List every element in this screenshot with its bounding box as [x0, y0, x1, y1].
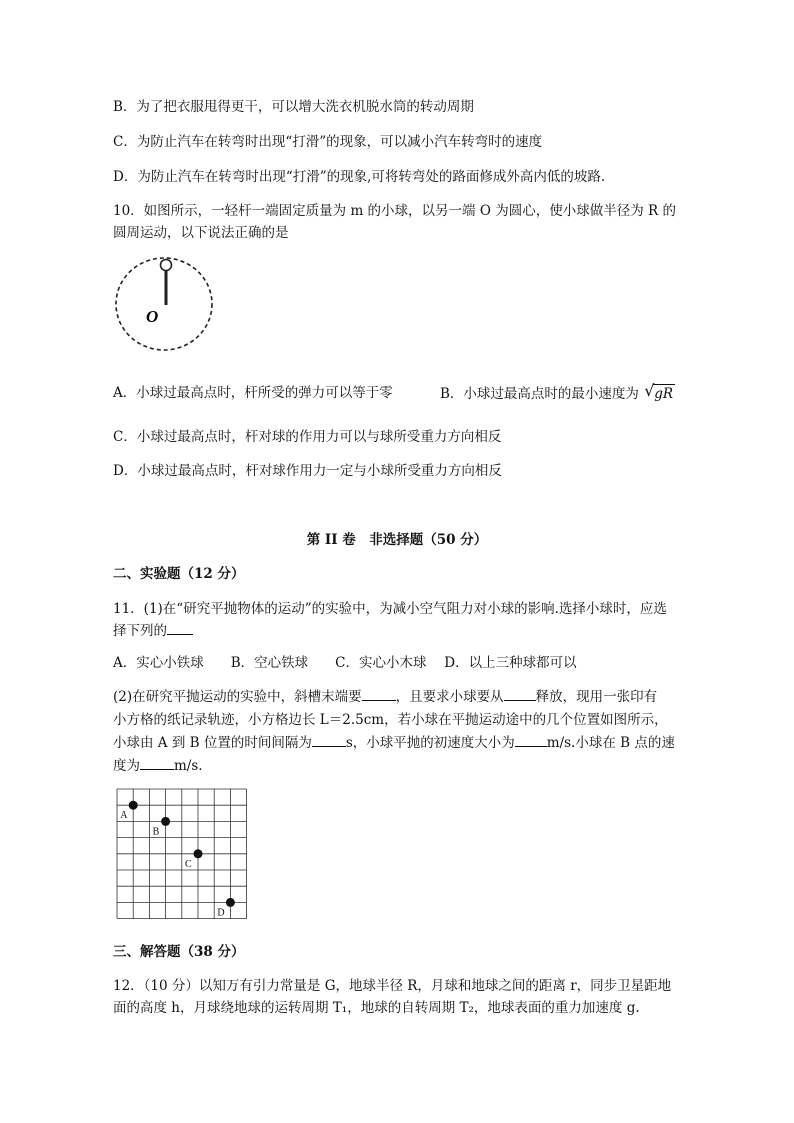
rod-circle-figure — [113, 255, 223, 355]
ball-label-a: A — [120, 810, 128, 822]
q12-line2: 面的高度 h，月球绕地球的运转周期 T₁，地球的自转周期 T₂，地球表面的重力加速度 g. — [113, 1000, 640, 1016]
center-o-label: O — [146, 307, 159, 326]
q9-option-d: D．为防止汽车在转弯时出现“打滑”的现象,可将转弯处的路面修成外高内低的坡路. — [113, 169, 606, 185]
answer-blank — [167, 622, 193, 635]
ball-label-d: D — [217, 907, 225, 919]
q9-option-b: B．为了把衣服甩得更干，可以增大洗衣机脱水筒的转动周期 — [113, 99, 474, 115]
q11-p2-line3 — [113, 734, 675, 752]
section2-title: 二、实验题（12 分） — [113, 566, 245, 582]
q11-p2-line3-c: m/s.小球在 B 点的速 — [546, 735, 675, 751]
q11-p2-line3-a: 小球由 A 到 B 位置的时间间隔为 — [113, 735, 312, 751]
q10-stem-line1: 10．如图所示，一轻杆一端固定质量为 m 的小球，以另一端 O 为圆心，使小球做半径为 R 的 — [113, 203, 676, 219]
answer-blank — [504, 688, 536, 701]
answer-blank — [312, 734, 346, 747]
section3-title: 三、解答题（38 分） — [113, 944, 245, 960]
q11-p2-line2: 小方格的纸记录轨迹，小方格边长 L＝2.5cm，若小球在平抛运动途中的几个位置如图所示， — [113, 712, 668, 728]
q10-stem-line2: 圆周运动，以下说法正确的是 — [113, 225, 289, 241]
answer-blank — [140, 757, 174, 770]
q10-option-c: C．小球过最高点时，杆对球的作用力可以与球所受重力方向相反 — [113, 429, 502, 445]
ball-position-d — [226, 898, 235, 907]
q11-p2-line1-c: 释放，现用一张印有 — [535, 689, 658, 705]
ball-circle — [161, 260, 172, 271]
answer-blank — [515, 734, 547, 747]
q11-p2-line4-a: 度为 — [113, 758, 140, 774]
answer-blank — [362, 688, 396, 701]
part2-title: 第 II 卷 非选择题（50 分） — [306, 532, 488, 548]
q12-line1: 12．（10 分）以知万有引力常量是 G，地球半径 R，月球和地球之间的距离 r，同步卫星距地 — [113, 978, 672, 994]
trajectory-grid-figure — [116, 788, 250, 922]
q11-choices: A．实心小铁球 B．空心铁球 C．实心小木球 D．以上三种球都可以 — [113, 655, 577, 671]
ball-position-c — [194, 849, 203, 858]
q11-p1-line2-text: 择下列的 — [113, 623, 167, 639]
ball-label-b: B — [152, 826, 160, 838]
ball-position-a — [129, 801, 138, 810]
q10-option-b — [440, 381, 675, 403]
q11-p2-line3-b: s，小球平抛的初速度大小为 — [345, 735, 515, 751]
q11-p2-line4 — [113, 757, 203, 775]
sqrt-expression: √ gR — [644, 381, 674, 402]
q11-p2-line1-b: ，且要求小球要从 — [395, 689, 504, 705]
q10-option-d: D．小球过最高点时，杆对球作用力一定与小球所受重力方向相反 — [113, 463, 502, 479]
q11-p2-line1 — [113, 688, 657, 706]
q11-p2-line1-a: (2)在研究平抛运动的实验中，斜槽末端要 — [113, 689, 362, 705]
ball-label-c: C — [185, 858, 192, 870]
q10-option-b-text: B．小球过最高点时的最小速度为 — [440, 386, 639, 402]
q11-p1-line1: 11．(1)在“研究平抛物体的运动”的实验中，为减小空气阻力对小球的影响.选择小球时，应选 — [113, 601, 667, 617]
q9-option-c: C．为防止汽车在转弯时出现“打滑”的现象，可以减小汽车转弯时的速度 — [113, 134, 543, 150]
ball-position-b — [161, 817, 170, 826]
q11-p2-line4-b: m/s. — [174, 758, 203, 774]
q10-option-a: A．小球过最高点时，杆所受的弹力可以等于零 — [113, 385, 393, 401]
q11-p1-line2 — [113, 622, 193, 640]
sqrt-radicand: gR — [654, 386, 674, 402]
